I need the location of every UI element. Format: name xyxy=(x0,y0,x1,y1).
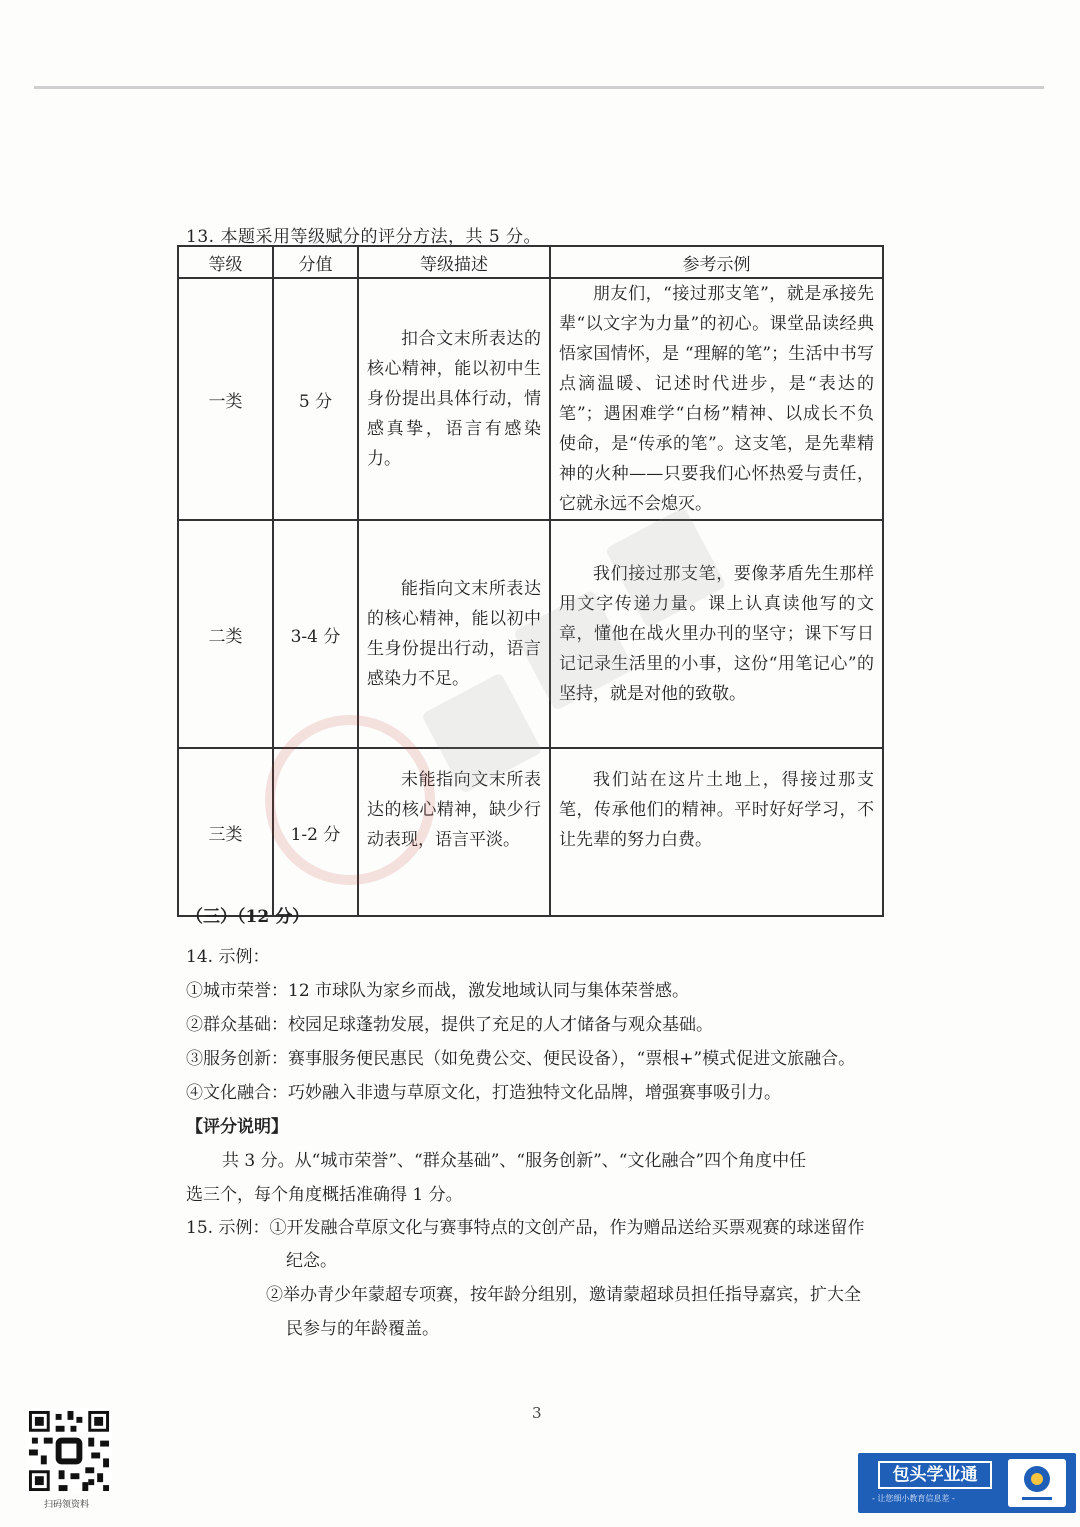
score-cell: 5 分 xyxy=(273,278,358,520)
banner-qr-icon[interactable] xyxy=(1008,1459,1066,1507)
header-description: 等级描述 xyxy=(358,246,550,278)
description-cell: 扣合文末所表达的核心精神，能以初中生身份提出具体行动，情感真挚，语言有感染力。 xyxy=(358,278,550,520)
q15-line: 民参与的年龄覆盖。 xyxy=(286,1319,439,1339)
section-3-heading: （三）（12 分） xyxy=(186,907,310,927)
description-cell: 未能指向文末所表达的核心精神，缺少行动表现，语言平淡。 xyxy=(358,748,550,916)
example-cell: 朋友们，“接过那支笔”，就是承接先辈“以文字为力量”的初心。课堂品读经典悟家国情怀，是 “理解的笔”；生活中书写点滴温暖、记述时代进步，是“表达的笔”；遇困难学“白杨”精神、以成长不负使命，是“传承的笔”。这支笔，是先辈精神的火种——只要我们心怀热爱与责任，它就永远不会熄灭。 xyxy=(550,278,883,520)
q13-title: 13. 本题采用等级赋分的评分方法，共 5 分。 xyxy=(186,227,542,247)
scoring-note-line: 共 3 分。从“城市荣誉”、“群众基础”、“服务创新”、“文化融合”四个角度中任 xyxy=(222,1151,807,1171)
table-header-row xyxy=(178,246,883,278)
description-cell: 能指向文末所表达的核心精神，能以初中生身份提出行动，语言感染力不足。 xyxy=(358,520,550,748)
example-cell: 我们接过那支笔，要像茅盾先生那样用文字传递力量。课上认真读他写的文章，懂他在战火里办刊的坚守；课下写日记记录生活里的小事，这份“用笔记心”的坚持，就是对他的致敬。 xyxy=(550,520,883,748)
header-example: 参考示例 xyxy=(550,246,883,278)
banner-subtitle: - 让您细小教育信息差 - xyxy=(872,1494,955,1503)
score-cell: 3-4 分 xyxy=(273,520,358,748)
level-cell: 一类 xyxy=(178,278,273,520)
list-item: ④文化融合：巧妙融入非遗与草原文化，打造独特文化品牌，增强赛事吸引力。 xyxy=(186,1083,781,1103)
scoring-note-heading: 【评分说明】 xyxy=(186,1117,288,1137)
qr-caption: 扫码领资料 xyxy=(44,1500,90,1510)
table-row xyxy=(178,748,883,916)
banner-title: 包头学业通 xyxy=(878,1461,992,1489)
q15-line: 15. 示例：①开发融合草原文化与赛事特点的文创产品，作为赠品送给买票观赛的球迷留作 xyxy=(186,1218,865,1238)
brand-banner[interactable] xyxy=(858,1453,1076,1513)
list-item: ②群众基础：校园足球蓬勃发展，提供了充足的人才储备与观众基础。 xyxy=(186,1015,713,1035)
q14-label: 14. 示例： xyxy=(186,947,270,967)
list-item: ③服务创新：赛事服务便民惠民（如免费公交、便民设备），“票根+”模式促进文旅融合。 xyxy=(186,1049,856,1069)
top-rule xyxy=(34,86,1044,89)
table-row xyxy=(178,278,883,520)
q15-line: 纪念。 xyxy=(286,1251,337,1271)
q15-line: ②举办青少年蒙超专项赛，按年龄分组别，邀请蒙超球员担任指导嘉宾，扩大全 xyxy=(266,1285,861,1305)
score-cell: 1-2 分 xyxy=(273,748,358,916)
scoring-note-line: 选三个，每个角度概括准确得 1 分。 xyxy=(186,1185,463,1205)
page-number: 3 xyxy=(532,1404,542,1422)
level-cell: 二类 xyxy=(178,520,273,748)
level-cell: 三类 xyxy=(178,748,273,916)
grading-table xyxy=(177,245,884,917)
qr-code-icon[interactable] xyxy=(26,1408,112,1494)
list-item: ①城市荣誉：12 市球队为家乡而战，激发地域认同与集体荣誉感。 xyxy=(186,981,690,1001)
table-row xyxy=(178,520,883,748)
header-score: 分值 xyxy=(273,246,358,278)
header-level: 等级 xyxy=(178,246,273,278)
example-cell: 我们站在这片土地上，得接过那支笔，传承他们的精神。平时好好学习，不让先辈的努力白费。 xyxy=(550,748,883,916)
